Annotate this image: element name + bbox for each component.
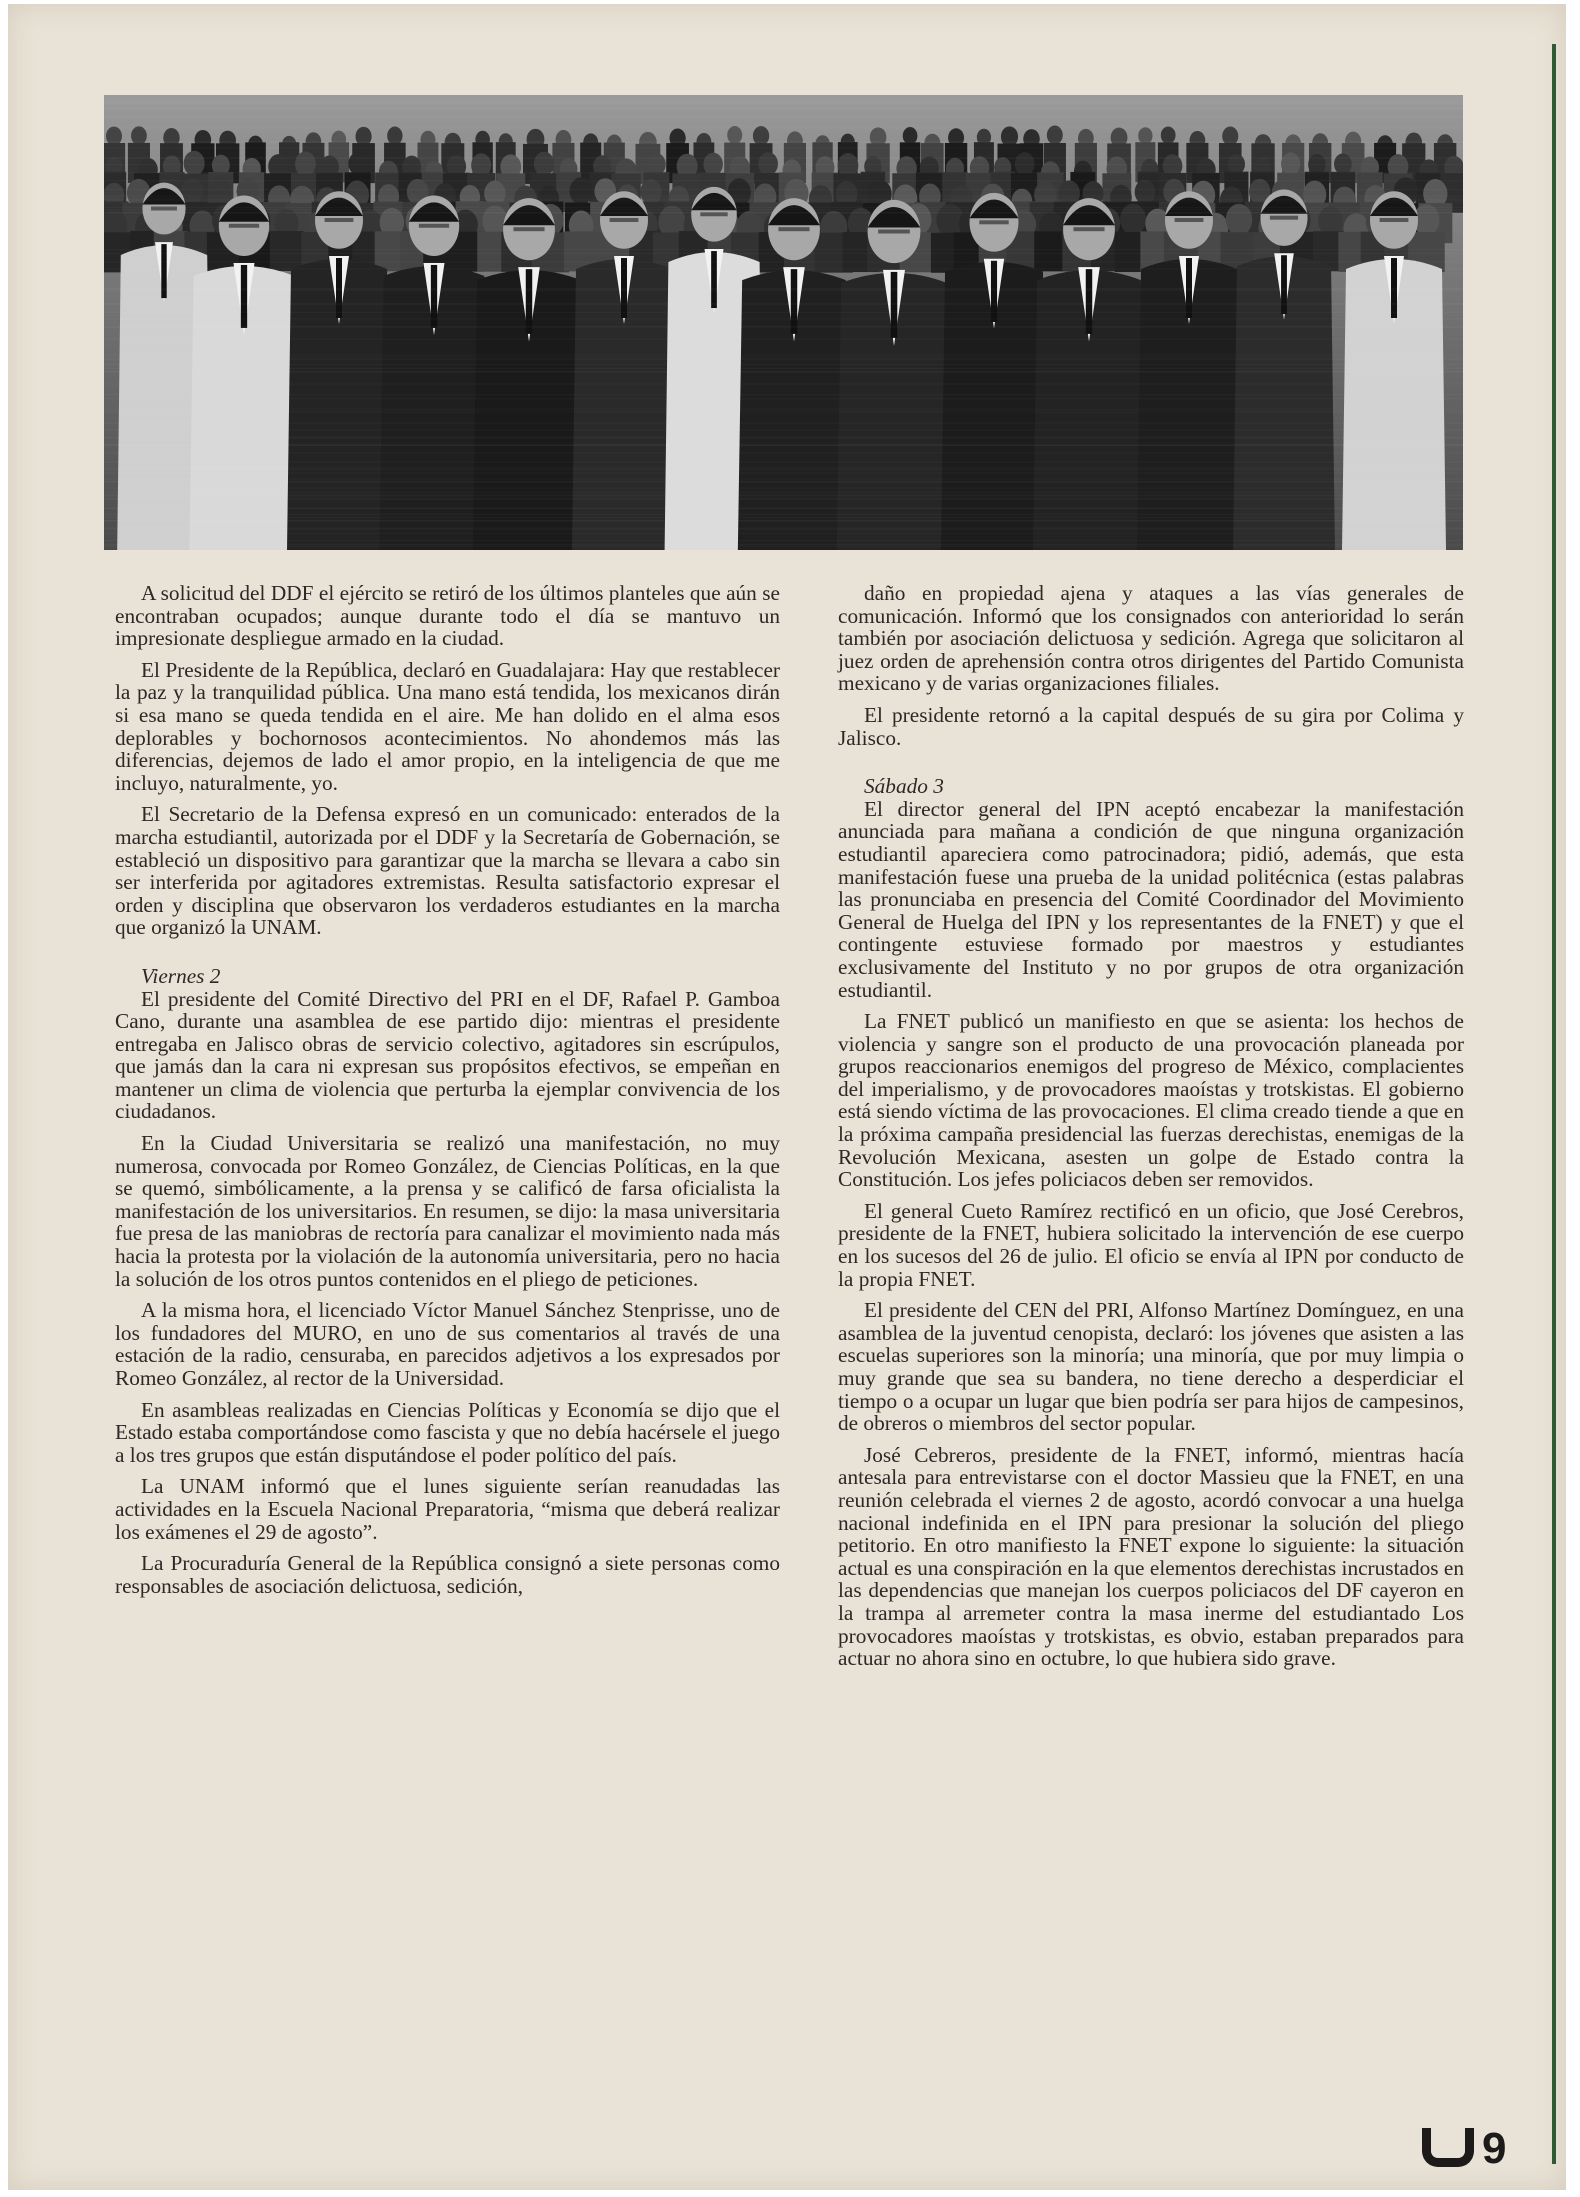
paragraph: La FNET publicó un manifiesto en que se asienta: los hechos de violencia y sangre son el producto de una provocación planeada por grupos reaccionarios enemigos del progreso de México, complacientes del imperialismo, y de provocadores maoístas y trotskistas. El gobierno está siendo víctima de las provocaciones. El clima creado tiende a que en la próxima campaña presidencial las fuerzas derechistas, enemigas de la Revolución Mexicana, asesten un golpe de Estado contra la Constitución. Los jefes policiacos deben ser removidos.: [838, 1009, 1464, 1192]
left-text-column: [115, 582, 780, 1606]
paragraph: José Cebreros, presidente de la FNET, informó, mientras hacía antesala para entrevistarse con el doctor Massieu que la FNET, en una reunión celebrada el viernes 2 de agosto, acordó convocar a una huelga nacional indefinida en el IPN para presionar la solución del pliego petitorio. En otro manifiesto la FNET expone lo siguiente: la situación actual es una conspiración en la que elementos derechistas incrustados en las dependencias que manejan los cuerpos policiacos del DF cayeron en la trampa al arremeter contra la masa inerme del estudiantado Los provocadores maoístas y trotskistas, es obvio, estaban preparados para actuar no ahora sino en octubre, lo que hubiera sido grave.: [838, 1442, 1464, 1671]
paragraph: La UNAM informó que el lunes siguiente serían reanudadas las actividades en la Escuela Nacional Preparatoria, “misma que deberá realizar los exámenes el 29 de agosto”.: [115, 1474, 780, 1544]
crowd-march-photo: [104, 95, 1463, 550]
page-number: [1422, 2124, 1562, 2174]
section-heading: Viernes 2: [141, 963, 221, 988]
paragraph: En la Ciudad Universitaria se realizó una manifestación, no muy numerosa, convocada por Romeo González, de Ciencias Políticas, en la que se quemó, simbólicamente, a la prensa y se calificó de farsa oficialista la manifestación de los universitarios. En resumen, se dijo: la masa universitaria fue presa de las maniobras de rectoría para canalizar el movimiento nada más hacia la protesta por la violación de la autonomía universitaria, pero no hacia la solución de los otros puntos contenidos en el pliego de peticiones.: [115, 1131, 780, 1291]
right-text-column: [838, 582, 1464, 1679]
paragraph: El presidente del CEN del PRI, Alfonso Martínez Domínguez, en una asamblea de la juventud cenopista, declaró: los jóvenes que asisten a las escuelas superiores son la minoría; una minoría, que por muy limpia o muy grande que sea su bandera, no tiene derecho a desperdiciar el tiempo o a ocupar un lugar que bien podría ser para hijos de campesinos, de obreros o miembros del sector popular.: [838, 1298, 1464, 1436]
paragraph: El Secretario de la Defensa expresó en un comunicado: enterados de la marcha estudiantil, autorizada por el DDF y la Secretaría de Gobernación, se estableció un dispositivo para garantizar que la marcha se llevara a cabo sin ser interferida por agitadores extremistas. Resulta satisfactorio expresar el orden y disciplina que observaron los verdaderos estudiantes en la marcha que organizó la UNAM.: [115, 802, 780, 940]
paragraph: El presidente retornó a la capital después de su gira por Colima y Jalisco.: [838, 702, 1464, 750]
march-photo-illustration: [104, 95, 1463, 550]
u-logo-icon: [1422, 2128, 1474, 2167]
magazine-page: [8, 4, 1566, 2190]
paragraph: El general Cueto Ramírez rectificó en un oficio, que José Cerebros, presidente de la FNET, hubiera solicitado la intervención de ese cuerpo en los sucesos del 26 de julio. El oficio se envía al IPN por conducto de la propia FNET.: [838, 1198, 1464, 1291]
section-heading: Sábado 3: [864, 774, 944, 799]
page-edge: [1552, 44, 1556, 2164]
paragraph: A solicitud del DDF el ejército se retiró de los últimos planteles que aún se encontraban ocupados; aunque durante todo el día se mantuvo un impresionate despliegue armado en la ciudad.: [115, 581, 780, 651]
paragraph: El Presidente de la República, declaró en Guadalajara: Hay que restablecer la paz y la tranquilidad pública. Una mano está tendida, los mexicanos dirán si esa mano se queda tendida en el aire. Me han dolido en el alma esos deplorables y bochornosos acontecimientos. No ahondemos más las diferencias, dejemos de lado el amor propio, en la inteligencia de que me incluyo, naturalmente, yo.: [115, 657, 780, 795]
paragraph: A la misma hora, el licenciado Víctor Manuel Sánchez Stenprisse, uno de los fundadores del MURO, en uno de sus comentarios al través de una estación de la radio, censuraba, en parecidos adjetivos a los expresados por Romeo González, al rector de la Universidad.: [115, 1298, 780, 1390]
paragraph: daño en propiedad ajena y ataques a las vías generales de comunicación. Informó que los consignados con anterioridad lo serán también por asociación delictuosa y sedición. Agrega que solicitaron al juez orden de aprehensión contra otros dirigentes del Partido Comunista mexicano y de varias organizaciones filiales.: [838, 581, 1464, 696]
paragraph: En asambleas realizadas en Ciencias Políticas y Economía se dijo que el Estado estaba comportándose como fascista y que no debía hacérsele el juego a los tres grupos que están disputándose el poder político del país.: [115, 1397, 780, 1467]
page-number-digit: 9: [1482, 2124, 1507, 2173]
paragraph: El director general del IPN aceptó encabezar la manifestación anunciada para mañana a condición de que ninguna organización estudiantil apareciera como patrocinadora; pidió, además, que esta manifestación fuese una prueba de la unidad politécnica (estas palabras las pronunciaba en presencia del Comité Coordinador del Movimiento General de Huelga del IPN y los representantes de la FNET) y que el contingente estuviese formado por maestros y estudiantes exclusivamente del Instituto y no por grupos de otra organización estudiantil.: [838, 796, 1464, 1002]
paragraph: El presidente del Comité Directivo del PRI en el DF, Rafael P. Gamboa Cano, durante una asamblea de ese partido dijo: mientras el presidente entregaba en Jalisco obras de servicio colectivo, agitadores sin escrúpulos, que jamás dan la cara ni expresan sus propósitos efectivos, se empeñan en mantener un clima de violencia que perturba la ejemplar convivencia de los ciudadanos.: [115, 986, 780, 1124]
paragraph: La Procuraduría General de la República consignó a siete personas como responsables de asociación delictuosa, sedición,: [115, 1551, 780, 1598]
